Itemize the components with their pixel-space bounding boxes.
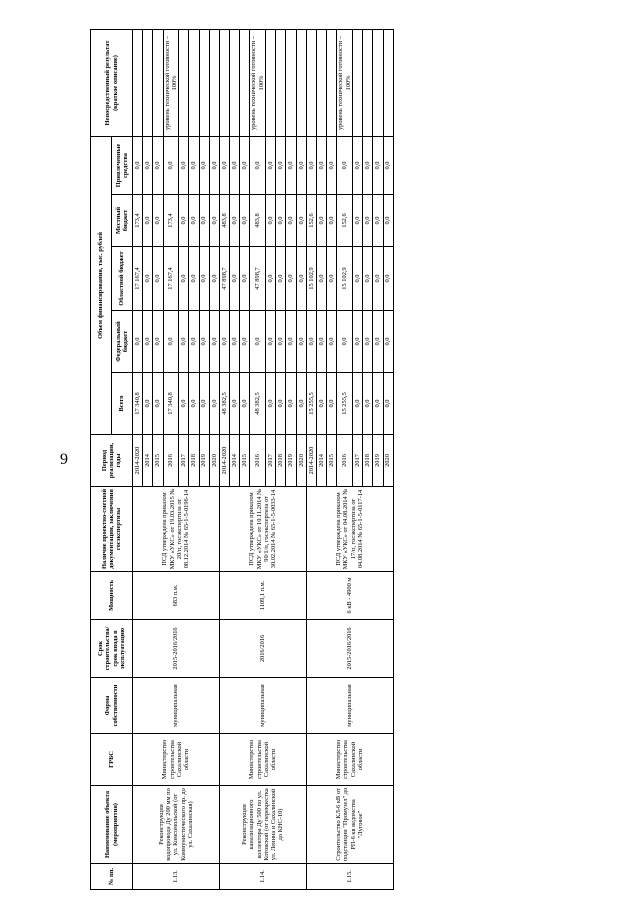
cell-total: 0,0 <box>179 373 189 435</box>
cell-total: 17 340,8 <box>133 373 143 435</box>
cell-local: 173,4 <box>163 195 179 247</box>
cell-period: 2014-2020 <box>306 435 316 487</box>
header-volume: Объем финансирования, тыс. рублей <box>91 137 112 435</box>
cell-attracted: 0,0 <box>250 137 266 195</box>
cell-federal: 0,0 <box>363 311 373 373</box>
cell-total: 17 340,8 <box>163 373 179 435</box>
cell-attracted: 0,0 <box>296 137 306 195</box>
cell-term: 2015-2016/2016 <box>133 620 220 678</box>
cell-attracted: 0,0 <box>286 137 296 195</box>
cell-period: 2014 <box>143 435 153 487</box>
cell-period: 2020 <box>383 435 393 487</box>
table-row <box>133 30 143 890</box>
cell-federal: 0,0 <box>240 311 250 373</box>
cell-local: 0,0 <box>143 195 153 247</box>
cell-regional: 17 167,4 <box>133 247 143 311</box>
cell-attracted: 0,0 <box>266 137 276 195</box>
cell-regional: 0,0 <box>383 247 393 311</box>
cell-federal: 0,0 <box>153 311 163 373</box>
header-period: Период реализации, годы <box>91 435 133 487</box>
cell-regional: 0,0 <box>199 247 209 311</box>
cell-local: 173,4 <box>133 195 143 247</box>
cell-period: 2018 <box>363 435 373 487</box>
header-local: Местный бюджет <box>112 195 133 247</box>
cell-num: 1.15. <box>306 864 393 890</box>
table-header <box>91 30 133 890</box>
cell-federal: 0,0 <box>230 311 240 373</box>
cell-grbs: Министерство строительства Сахалинской области <box>133 734 220 786</box>
table-rotated-container <box>90 30 635 890</box>
cell-attracted: 0,0 <box>209 137 219 195</box>
cell-period: 2017 <box>179 435 189 487</box>
cell-total: 0,0 <box>296 373 306 435</box>
cell-attracted: 0,0 <box>143 137 153 195</box>
cell-result <box>240 30 250 137</box>
cell-total: 0,0 <box>153 373 163 435</box>
cell-total: 15 255,5 <box>306 373 316 435</box>
cell-result <box>276 30 286 137</box>
table-body <box>133 30 394 890</box>
cell-federal: 0,0 <box>337 311 353 373</box>
cell-result <box>383 30 393 137</box>
header-attracted: Привлеченные средства <box>112 137 133 195</box>
cell-result <box>266 30 276 137</box>
cell-attracted: 0,0 <box>240 137 250 195</box>
cell-local: 0,0 <box>189 195 199 247</box>
cell-local: 0,0 <box>327 195 337 247</box>
cell-federal: 0,0 <box>373 311 383 373</box>
cell-period: 2014 <box>230 435 240 487</box>
cell-result <box>209 30 219 137</box>
cell-local: 0,0 <box>179 195 189 247</box>
cell-local: 483,8 <box>219 195 229 247</box>
cell-federal: 0,0 <box>276 311 286 373</box>
cell-federal: 0,0 <box>296 311 306 373</box>
cell-federal: 0,0 <box>327 311 337 373</box>
table-row <box>219 30 229 890</box>
cell-regional: 0,0 <box>327 247 337 311</box>
cell-attracted: 0,0 <box>363 137 373 195</box>
cell-regional: 47 898,7 <box>219 247 229 311</box>
header-ownership: Форма собственности <box>91 678 133 734</box>
cell-result <box>133 30 143 137</box>
cell-attracted: 0,0 <box>230 137 240 195</box>
cell-result <box>189 30 199 137</box>
cell-result: уровень технической готовности – 100% <box>250 30 266 137</box>
cell-federal: 0,0 <box>143 311 153 373</box>
cell-regional: 0,0 <box>363 247 373 311</box>
cell-attracted: 0,0 <box>276 137 286 195</box>
cell-term: 2015-2016/2016 <box>306 620 393 678</box>
cell-period: 2018 <box>189 435 199 487</box>
cell-attracted: 0,0 <box>317 137 327 195</box>
cell-period: 2019 <box>373 435 383 487</box>
cell-local: 483,8 <box>250 195 266 247</box>
cell-local: 0,0 <box>296 195 306 247</box>
cell-num: 1.13. <box>133 864 220 890</box>
cell-total: 0,0 <box>383 373 393 435</box>
cell-result <box>199 30 209 137</box>
cell-federal: 0,0 <box>266 311 276 373</box>
cell-local: 0,0 <box>266 195 276 247</box>
header-num: № пп. <box>91 864 133 890</box>
cell-attracted: 0,0 <box>179 137 189 195</box>
cell-name: Реконструкция канализационного коллектора Ду 500 по ул. Котовской (от перекрестка ул. Ленина и Сахалинской до КНС-10) <box>219 786 306 864</box>
cell-period: 2015 <box>327 435 337 487</box>
cell-total: 0,0 <box>363 373 373 435</box>
cell-local: 0,0 <box>352 195 362 247</box>
cell-result <box>230 30 240 137</box>
cell-result: уровень технической готовности – 100% <box>163 30 179 137</box>
cell-attracted: 0,0 <box>133 137 143 195</box>
cell-result: уровень технической готовности – 100% <box>337 30 353 137</box>
cell-federal: 0,0 <box>163 311 179 373</box>
header-power: Мощность <box>91 572 133 620</box>
cell-federal: 0,0 <box>199 311 209 373</box>
cell-local: 0,0 <box>153 195 163 247</box>
cell-local: 152,6 <box>337 195 353 247</box>
cell-result <box>373 30 383 137</box>
cell-federal: 0,0 <box>209 311 219 373</box>
cell-regional: 0,0 <box>352 247 362 311</box>
cell-result <box>219 30 229 137</box>
cell-federal: 0,0 <box>286 311 296 373</box>
cell-total: 0,0 <box>286 373 296 435</box>
header-term: Срок строительства/ срок ввода в эксплуатацию <box>91 620 133 678</box>
cell-power: 1109,1 п.м. <box>219 572 306 620</box>
cell-total: 0,0 <box>199 373 209 435</box>
cell-local: 0,0 <box>383 195 393 247</box>
cell-period: 2014-2020 <box>133 435 143 487</box>
cell-attracted: 0,0 <box>352 137 362 195</box>
cell-period: 2017 <box>266 435 276 487</box>
cell-total: 15 255,5 <box>337 373 353 435</box>
cell-attracted: 0,0 <box>306 137 316 195</box>
cell-local: 152,6 <box>306 195 316 247</box>
cell-total: 0,0 <box>317 373 327 435</box>
cell-total: 48 382,5 <box>250 373 266 435</box>
page-number: 9 <box>60 451 68 468</box>
cell-attracted: 0,0 <box>199 137 209 195</box>
cell-regional: 0,0 <box>373 247 383 311</box>
cell-name: Строительство КЛ-6 кВ от подстанции "Промузел" до РП-6 кв ведомства "Луговое" <box>306 786 393 864</box>
cell-ownership: муниципальная <box>219 678 306 734</box>
cell-federal: 0,0 <box>189 311 199 373</box>
cell-total: 0,0 <box>352 373 362 435</box>
financing-table <box>90 29 394 890</box>
cell-period: 2016 <box>163 435 179 487</box>
cell-total: 0,0 <box>266 373 276 435</box>
cell-regional: 0,0 <box>286 247 296 311</box>
cell-grbs: Министерство строительства Сахалинской области <box>306 734 393 786</box>
header-regional: Областной бюджет <box>112 247 133 311</box>
cell-local: 0,0 <box>276 195 286 247</box>
cell-total: 0,0 <box>209 373 219 435</box>
cell-local: 0,0 <box>286 195 296 247</box>
header-grbs: ГРБС <box>91 734 133 786</box>
cell-total: 0,0 <box>143 373 153 435</box>
cell-regional: 47 898,7 <box>250 247 266 311</box>
cell-regional: 0,0 <box>179 247 189 311</box>
cell-regional: 0,0 <box>153 247 163 311</box>
cell-period: 2015 <box>153 435 163 487</box>
cell-regional: 0,0 <box>143 247 153 311</box>
header-total: Всего <box>112 373 133 435</box>
cell-psd: ПСД утверждена приказом МКУ «УКС» от 04.08.2014 № 17/п, госэкспертиза от 04.08.2014 № 65-1-5-0117-14 <box>306 487 393 572</box>
cell-regional: 0,0 <box>276 247 286 311</box>
cell-period: 2019 <box>286 435 296 487</box>
cell-period: 2017 <box>352 435 362 487</box>
cell-regional: 15 102,9 <box>306 247 316 311</box>
cell-total: 0,0 <box>276 373 286 435</box>
cell-result <box>363 30 373 137</box>
cell-total: 0,0 <box>189 373 199 435</box>
table-row <box>306 30 316 890</box>
header-result: Непосредственный результат (краткое описание) <box>91 30 133 137</box>
header-federal: Федеральный бюджет <box>112 311 133 373</box>
cell-attracted: 0,0 <box>163 137 179 195</box>
cell-local: 0,0 <box>240 195 250 247</box>
cell-result <box>179 30 189 137</box>
cell-result <box>306 30 316 137</box>
cell-attracted: 0,0 <box>219 137 229 195</box>
cell-federal: 0,0 <box>219 311 229 373</box>
cell-period: 2014 <box>317 435 327 487</box>
cell-federal: 0,0 <box>179 311 189 373</box>
cell-attracted: 0,0 <box>189 137 199 195</box>
cell-regional: 0,0 <box>230 247 240 311</box>
cell-result <box>296 30 306 137</box>
cell-federal: 0,0 <box>383 311 393 373</box>
cell-federal: 0,0 <box>352 311 362 373</box>
cell-regional: 15 102,9 <box>337 247 353 311</box>
cell-federal: 0,0 <box>317 311 327 373</box>
cell-local: 0,0 <box>230 195 240 247</box>
cell-attracted: 0,0 <box>153 137 163 195</box>
cell-local: 0,0 <box>317 195 327 247</box>
header-psd: Наличие проектно-сметной документации, заключения госэкспертизы <box>91 487 133 572</box>
cell-result <box>327 30 337 137</box>
cell-result <box>317 30 327 137</box>
cell-ownership: муниципальная <box>306 678 393 734</box>
cell-power: 6 кВ - 4900 м <box>306 572 393 620</box>
cell-total: 0,0 <box>327 373 337 435</box>
cell-regional: 0,0 <box>317 247 327 311</box>
cell-result <box>352 30 362 137</box>
cell-num: 1.14. <box>219 864 306 890</box>
cell-period: 2019 <box>199 435 209 487</box>
cell-name: Реконструкция водопровода Ду 200 мм по ул. Комсомольской (от Коммунистического пр. до ул. Сахалинская) <box>133 786 220 864</box>
cell-regional: 0,0 <box>296 247 306 311</box>
cell-period: 2014-2020 <box>219 435 229 487</box>
cell-total: 0,0 <box>230 373 240 435</box>
cell-power: 683 п.м. <box>133 572 220 620</box>
cell-regional: 0,0 <box>209 247 219 311</box>
cell-regional: 0,0 <box>189 247 199 311</box>
header-name: Наименование объекта (мероприятия) <box>91 786 133 864</box>
cell-grbs: Министерство строительства Сахалинской области <box>219 734 306 786</box>
cell-period: 2018 <box>276 435 286 487</box>
cell-total: 48 382,5 <box>219 373 229 435</box>
cell-period: 2015 <box>240 435 250 487</box>
cell-local: 0,0 <box>199 195 209 247</box>
cell-local: 0,0 <box>363 195 373 247</box>
cell-local: 0,0 <box>373 195 383 247</box>
cell-federal: 0,0 <box>306 311 316 373</box>
cell-regional: 0,0 <box>240 247 250 311</box>
cell-federal: 0,0 <box>133 311 143 373</box>
cell-attracted: 0,0 <box>373 137 383 195</box>
cell-term: 2016/2016 <box>219 620 306 678</box>
cell-total: 0,0 <box>240 373 250 435</box>
cell-federal: 0,0 <box>250 311 266 373</box>
cell-result <box>286 30 296 137</box>
cell-total: 0,0 <box>373 373 383 435</box>
cell-attracted: 0,0 <box>337 137 353 195</box>
cell-period: 2016 <box>250 435 266 487</box>
cell-result <box>143 30 153 137</box>
cell-psd: ПСД утверждена приказом МКУ «УКС» от 10.11.2014 № 90/1/п, госэкспертиза от 30.02.2014 № 65-1-5-0033-14 <box>219 487 306 572</box>
cell-period: 2020 <box>296 435 306 487</box>
cell-period: 2020 <box>209 435 219 487</box>
cell-attracted: 0,0 <box>383 137 393 195</box>
cell-result <box>153 30 163 137</box>
cell-local: 0,0 <box>209 195 219 247</box>
cell-attracted: 0,0 <box>327 137 337 195</box>
cell-psd: ПСД утверждена приказом МКУ «УКС» от 19.03.2015 № 20/п, госэкспертиза от 08.12.2014 № 65-1-5-0196-14 <box>133 487 220 572</box>
cell-regional: 17 167,4 <box>163 247 179 311</box>
cell-regional: 0,0 <box>266 247 276 311</box>
cell-period: 2016 <box>337 435 353 487</box>
cell-ownership: муниципальная <box>133 678 220 734</box>
